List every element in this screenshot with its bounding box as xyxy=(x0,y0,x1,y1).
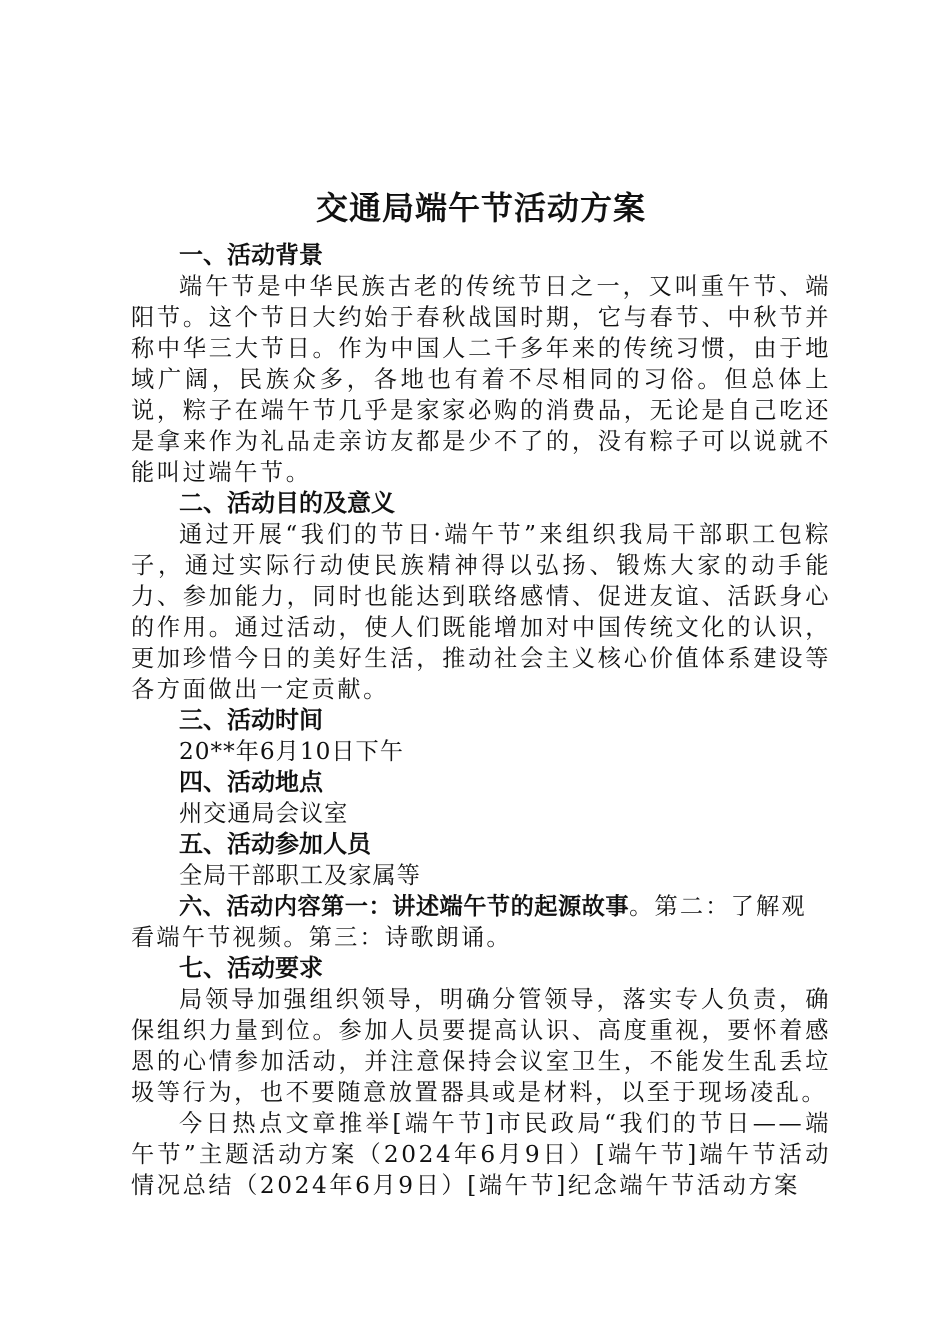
section-body-requirements: 局领导加强组织领导，明确分管领导，落实专人负责，确保组织力量到位。参加人员要提高认识、高度重视，要怀着感恩的心情参加活动，并注意保持会议室卫生，不能发生乱丢垃圾等行为，也不要随意放置器具或是材料，以至于现场凌乱。 xyxy=(131,986,831,1106)
section-heading-location: 四、活动地点 xyxy=(179,768,323,796)
document-page xyxy=(131,180,831,1201)
section-body-location: 州交通局会议室 xyxy=(179,800,349,827)
section-heading-participants: 五、活动参加人员 xyxy=(179,830,371,858)
section-body-purpose: 通过开展“我们的节日·端午节”来组织我局干部职工包粽子，通过实际行动使民族精神得以弘扬、锻炼大家的动手能力、参加能力，同时也能达到联络感情、促进友谊、活跃身心的作用。通过活动，使人们既能增加对中国传统文化的认识，更加珍惜今日的美好生活，推动社会主义核心价值体系建设等各方面做出一定贡献。 xyxy=(131,521,831,703)
section-heading-content: 六、活动内容第一：讲述端午节的起源故事 xyxy=(179,893,630,920)
related-articles: 今日热点文章推举[端午节]市民政局“我们的节日——端午节”主题活动方案（2024年6月9日）[端午节]端午节活动情况总结（2024年6月9日）[端午节]纪念端午节活动方案 xyxy=(131,1110,831,1199)
section-body-time: 20**年6月10日下午 xyxy=(179,738,404,765)
section-heading-purpose: 二、活动目的及意义 xyxy=(179,489,395,517)
document-title: 交通局端午节活动方案 xyxy=(315,189,646,227)
section-heading-background: 一、活动背景 xyxy=(179,241,323,269)
section-content xyxy=(131,891,831,953)
section-heading-time: 三、活动时间 xyxy=(179,706,323,734)
section-body-participants: 全局干部职工及家属等 xyxy=(179,862,421,889)
section-body-background: 端午节是中华民族古老的传统节日之一，又叫重午节、端阳节。这个节日大约始于春秋战国时期，它与春节、中秋节并称中华三大节日。作为中国人二千多年来的传统习惯，由于地域广阔，民族众多，各地也有着不尽相同的习俗。但总体上说，粽子在端午节几乎是家家必购的消费品，无论是自己吃还是拿来作为礼品走亲访友都是少不了的，没有粽子可以说就不能叫过端午节。 xyxy=(131,273,831,486)
section-body-content: 。第二：了解观看端午节视频。第三：诗歌朗诵。 xyxy=(131,893,807,951)
section-heading-requirements: 七、活动要求 xyxy=(179,954,323,982)
